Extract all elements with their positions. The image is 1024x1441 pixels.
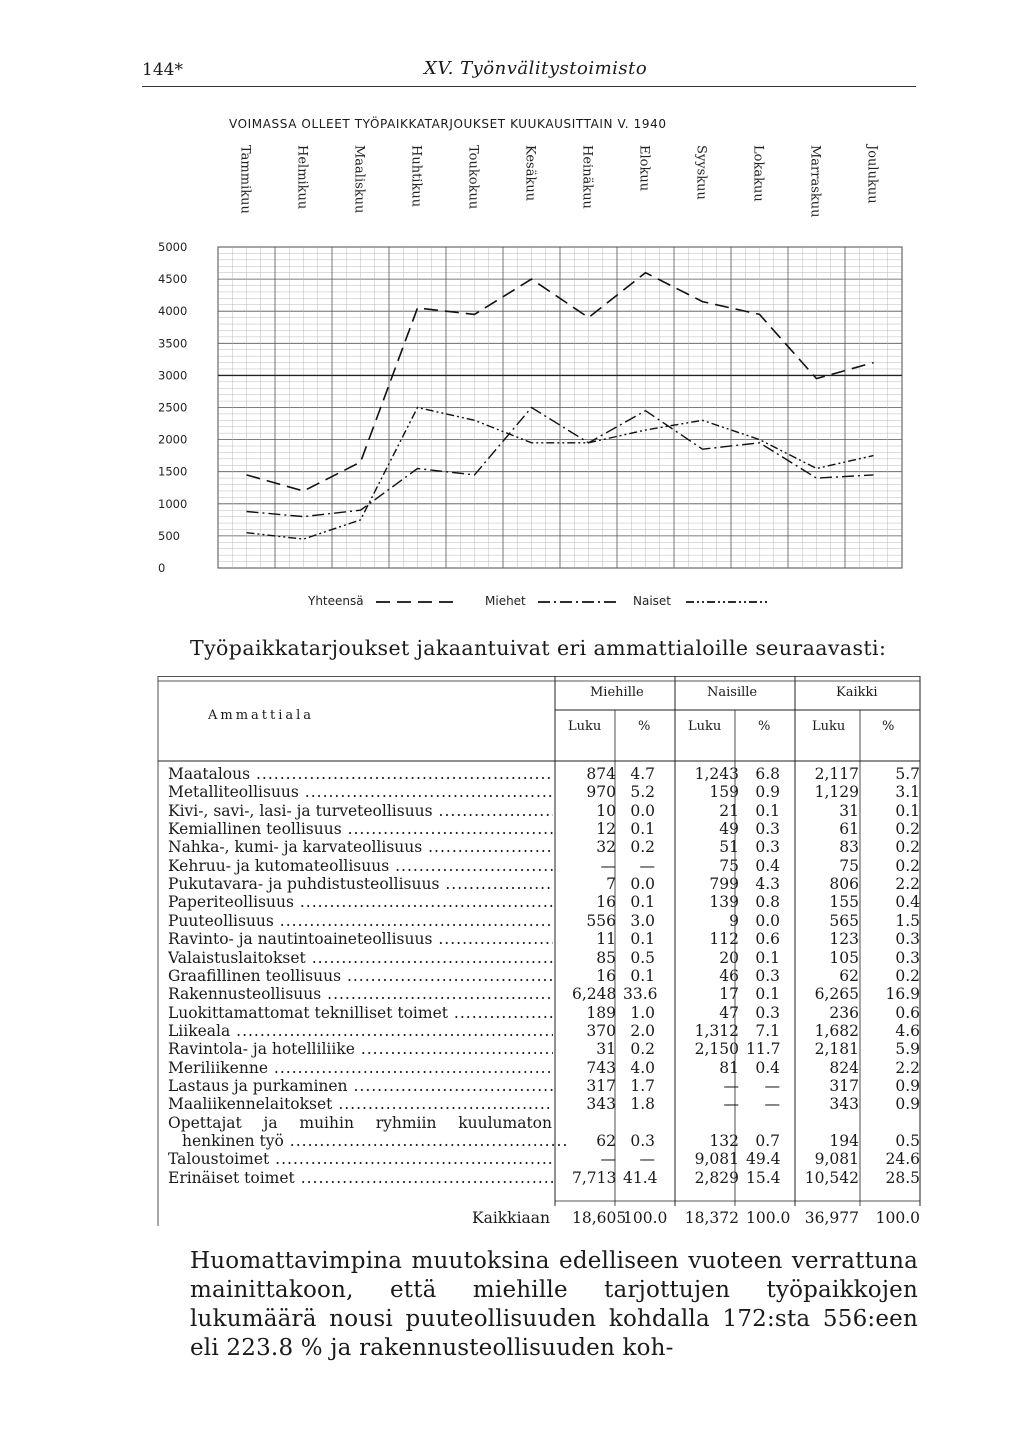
- y-tick-label: 3500: [158, 336, 188, 351]
- cell-men-pct: 0.2: [630, 1040, 655, 1059]
- cell-men-count: 970: [586, 783, 616, 802]
- cell-all-count: 2,181: [814, 1040, 859, 1059]
- cell-men-count: 62: [596, 1132, 616, 1150]
- cell-all-pct: 0.2: [895, 856, 920, 875]
- y-tick-label: 2500: [158, 400, 188, 415]
- subheader-luku: Luku: [812, 719, 846, 734]
- cell-men-pct: 5.2: [630, 783, 655, 802]
- y-tick-label: 4000: [158, 304, 188, 319]
- month-label: Helmikuu: [294, 145, 310, 210]
- cell-men-count: 874: [586, 765, 616, 783]
- cell-women-pct: 7.1: [755, 1021, 780, 1040]
- cell-all-count: 194: [829, 1132, 859, 1150]
- cell-men-count: 7: [606, 875, 616, 894]
- cell-men-pct: —: [639, 1150, 655, 1169]
- cell-men-count: 317: [586, 1076, 616, 1095]
- cell-all-pct: 5.9: [895, 1040, 920, 1059]
- y-tick-label: 500: [158, 528, 180, 543]
- month-label: Maaliskuu: [351, 145, 367, 214]
- cell-men-count: 6,248: [572, 985, 617, 1004]
- cell-all-pct: 2.2: [895, 875, 920, 894]
- month-label: Toukokuu: [465, 145, 481, 210]
- intro-text: Työpaikkatarjoukset jakaantuivat eri ammattialoille seuraavasti:: [190, 636, 887, 660]
- cell-all-count: 565: [829, 911, 859, 930]
- cell-men-pct: 41.4: [623, 1168, 658, 1187]
- group-header-miehille: Miehille: [590, 685, 644, 700]
- cell-women-pct: 0.9: [755, 783, 780, 802]
- cell-men-pct: 0.1: [630, 930, 655, 949]
- month-label: Tammikuu: [237, 145, 253, 214]
- cell-men-count: 32: [596, 838, 616, 857]
- month-label: Joulukuu: [864, 145, 880, 204]
- cell-men-count: 16: [596, 966, 616, 985]
- row-label: Kivi-, savi-, lasi- ja turveteollisuus .....: [168, 802, 553, 821]
- row-label: Graafillinen teollisuus .....: [168, 967, 553, 986]
- cell-all-pct: 0.2: [895, 966, 920, 985]
- cell-all-count: 806: [829, 875, 859, 894]
- row-label: Nahka-, kumi- ja karvateollisuus .....: [168, 838, 553, 857]
- row-label: Lastaus ja purkaminen .....: [168, 1077, 553, 1096]
- cell-all-count: 317: [829, 1076, 859, 1095]
- cell-women-count: 159: [709, 783, 739, 802]
- legend-label: Yhteensä: [308, 594, 364, 608]
- total-women-pct: 100.0: [746, 1209, 791, 1227]
- cell-men-pct: 0.1: [630, 893, 655, 912]
- cell-all-count: 75: [839, 856, 859, 875]
- y-tick-label: 4500: [158, 272, 188, 287]
- cell-women-count: 139: [709, 893, 739, 912]
- cell-men-pct: —: [639, 856, 655, 875]
- row-label: Paperiteollisuus .....: [168, 893, 553, 912]
- table-row: [168, 967, 928, 986]
- cell-all-pct: 0.3: [895, 930, 920, 949]
- table-row: [168, 1040, 928, 1059]
- cell-men-count: 31: [596, 1040, 616, 1059]
- row-label: Maaliikennelaitokset .....: [168, 1095, 553, 1114]
- row-label: Taloustoimet .....: [168, 1150, 553, 1169]
- cell-women-pct: 4.3: [755, 875, 780, 894]
- cell-all-pct: 1.5: [895, 911, 920, 930]
- chart-grid: [218, 247, 902, 568]
- cell-men-count: 10: [596, 801, 616, 820]
- table-row: [168, 857, 928, 876]
- row-label: Puuteollisuus .....: [168, 912, 553, 931]
- cell-women-count: 17: [719, 985, 739, 1004]
- cell-men-pct: 0.1: [630, 966, 655, 985]
- cell-all-count: 61: [839, 820, 859, 839]
- cell-women-pct: 0.3: [755, 838, 780, 857]
- cell-men-pct: 0.0: [630, 801, 655, 820]
- cell-women-count: 799: [709, 875, 739, 894]
- cell-women-count: 132: [709, 1132, 739, 1150]
- cell-all-pct: 0.1: [895, 801, 920, 820]
- cell-all-pct: 5.7: [895, 765, 920, 783]
- cell-all-count: 236: [829, 1003, 859, 1022]
- cell-women-pct: 0.6: [755, 930, 780, 949]
- subheader-luku: Luku: [688, 719, 722, 734]
- cell-women-count: 21: [719, 801, 739, 820]
- subheader-luku: Luku: [568, 719, 602, 734]
- cell-men-count: 11: [596, 930, 616, 949]
- chart-legend: [307, 594, 768, 608]
- legend-label: Naiset: [633, 594, 672, 608]
- row-label: Erinäiset toimet .....: [168, 1169, 553, 1188]
- table-row: [168, 1022, 928, 1041]
- group-header-naisille: Naisille: [707, 685, 758, 700]
- cell-women-count: 1,243: [694, 765, 739, 783]
- cell-women-count: 81: [719, 1058, 739, 1077]
- table-row: [168, 1095, 928, 1114]
- cell-women-pct: 0.3: [755, 966, 780, 985]
- cell-women-pct: 0.1: [755, 985, 780, 1004]
- cell-all-count: 2,117: [814, 765, 859, 783]
- cell-all-count: 123: [829, 930, 859, 949]
- cell-all-pct: 0.3: [895, 948, 920, 967]
- table-row: [168, 1150, 928, 1169]
- cell-men-count: 370: [586, 1021, 616, 1040]
- cell-all-pct: 0.9: [895, 1095, 920, 1114]
- table-row: [168, 1059, 928, 1078]
- cell-men-pct: 2.0: [630, 1021, 655, 1040]
- cell-women-count: 46: [719, 966, 739, 985]
- cell-all-count: 1,682: [814, 1021, 859, 1040]
- cell-women-pct: —: [764, 1076, 780, 1095]
- section-title: XV. Työnvälitystoimisto: [424, 58, 648, 79]
- cell-all-count: 105: [829, 948, 859, 967]
- cell-women-count: 20: [719, 948, 739, 967]
- row-label: Metalliteollisuus .....: [168, 783, 553, 802]
- cell-women-count: 51: [719, 838, 739, 857]
- cell-women-pct: 0.8: [755, 893, 780, 912]
- cell-all-count: 343: [829, 1095, 859, 1114]
- cell-men-pct: 0.5: [630, 948, 655, 967]
- line-chart: [150, 135, 920, 615]
- group-header-kaikki: Kaikki: [836, 685, 878, 700]
- cell-all-pct: 28.5: [885, 1168, 920, 1187]
- y-tick-label: 0: [158, 561, 166, 575]
- row-label: Pukutavara- ja puhdistusteollisuus .....: [168, 875, 553, 894]
- cell-men-pct: 1.7: [630, 1076, 655, 1095]
- row-label: Kemiallinen teollisuus .....: [168, 820, 553, 839]
- cell-men-count: —: [600, 1150, 616, 1169]
- cell-women-count: 49: [719, 820, 739, 839]
- cell-women-pct: 6.8: [755, 765, 780, 783]
- cell-women-pct: 0.7: [755, 1132, 780, 1150]
- table-row: [168, 1077, 928, 1096]
- table-row: [168, 930, 928, 949]
- cell-men-count: 16: [596, 893, 616, 912]
- cell-men-pct: 0.3: [630, 1132, 655, 1150]
- cell-men-count: 7,713: [572, 1168, 617, 1187]
- cell-women-pct: 0.1: [755, 948, 780, 967]
- cell-women-count: 9: [729, 911, 739, 930]
- cell-all-count: 31: [839, 801, 859, 820]
- month-label: Elokuu: [636, 145, 652, 192]
- cell-men-pct: 4.7: [630, 765, 655, 783]
- month-label: Huhtikuu: [408, 145, 424, 208]
- table-row: [168, 783, 928, 802]
- table-row: [168, 985, 928, 1004]
- y-tick-label: 1500: [158, 464, 188, 479]
- cell-men-count: —: [600, 856, 616, 875]
- cell-all-count: 83: [839, 838, 859, 857]
- cell-women-count: —: [723, 1076, 739, 1095]
- total-row: [168, 1209, 928, 1228]
- cell-women-count: 47: [719, 1003, 739, 1022]
- cell-women-pct: 0.1: [755, 801, 780, 820]
- cell-all-count: 824: [829, 1058, 859, 1077]
- table-row: [168, 875, 928, 894]
- row-label: Liikeala .....: [168, 1022, 553, 1041]
- total-label: Kaikkiaan: [472, 1209, 550, 1227]
- cell-men-pct: 0.1: [630, 820, 655, 839]
- cell-women-count: 112: [709, 930, 739, 949]
- cell-men-count: 743: [586, 1058, 616, 1077]
- cell-all-pct: 4.6: [895, 1021, 920, 1040]
- total-all-count: 36,977: [804, 1209, 859, 1227]
- chart-title: VOIMASSA OLLEET TYÖPAIKKATARJOUKSET KUUKAUSITTAIN V. 1940: [229, 117, 667, 131]
- subheader-percent: %: [638, 719, 651, 734]
- cell-all-count: 155: [829, 893, 859, 912]
- y-tick-label: 2000: [158, 432, 188, 447]
- cell-men-pct: 33.6: [623, 985, 658, 1004]
- cell-women-count: 2,829: [694, 1168, 739, 1187]
- row-label: Meriliikenne .....: [168, 1059, 553, 1078]
- cell-men-count: 556: [586, 911, 616, 930]
- cell-all-count: 10,542: [804, 1168, 859, 1187]
- month-label: Lokakuu: [750, 145, 766, 202]
- cell-women-pct: 0.3: [755, 820, 780, 839]
- cell-all-pct: 0.4: [895, 893, 920, 912]
- month-label: Syyskuu: [693, 145, 709, 200]
- table-row: [168, 1132, 928, 1151]
- row-label: Valaistuslaitokset .....: [168, 949, 553, 968]
- header-rule: [142, 86, 916, 87]
- y-axis-labels: [158, 240, 187, 575]
- cell-men-count: 343: [586, 1095, 616, 1114]
- y-tick-label: 5000: [158, 240, 188, 254]
- body-paragraph: Huomattavimpina muutoksina edelliseen vuoteen verrattuna mainittakoon, että miehille tarjottujen työpaikkojen lukumäärä nousi puuteollisuuden kohdalla 172:sta 556:een eli 223.8 % ja rakennusteollisuuden koh-: [190, 1248, 918, 1361]
- table-row: [168, 1169, 928, 1188]
- total-women-count: 18,372: [684, 1209, 739, 1227]
- cell-men-pct: 1.8: [630, 1095, 655, 1114]
- cell-all-count: 62: [839, 966, 859, 985]
- cell-all-pct: 0.5: [895, 1132, 920, 1150]
- cell-women-pct: 49.4: [746, 1150, 781, 1169]
- cell-all-count: 6,265: [814, 985, 859, 1004]
- cell-men-pct: 4.0: [630, 1058, 655, 1077]
- cell-women-pct: —: [764, 1095, 780, 1114]
- total-men-pct: 100.0: [623, 1209, 668, 1227]
- table-row: [168, 1004, 928, 1023]
- cell-men-pct: 0.2: [630, 838, 655, 857]
- row-label: Kehruu- ja kutomateollisuus .....: [168, 857, 553, 876]
- cell-women-count: 9,081: [694, 1150, 739, 1169]
- cell-all-pct: 3.1: [895, 783, 920, 802]
- cell-men-pct: 0.0: [630, 875, 655, 894]
- row-label: Ravintola- ja hotelliliike .....: [168, 1040, 553, 1059]
- cell-women-pct: 0.0: [755, 911, 780, 930]
- month-label: Marraskuu: [807, 145, 823, 218]
- row-label: Luokittamattomat teknilliset toimet .....: [168, 1004, 553, 1023]
- cell-all-count: 1,129: [814, 783, 859, 802]
- cell-men-pct: 1.0: [630, 1003, 655, 1022]
- y-tick-label: 3000: [158, 368, 188, 383]
- table-row: [168, 893, 928, 912]
- cell-all-pct: 0.9: [895, 1076, 920, 1095]
- cell-men-pct: 3.0: [630, 911, 655, 930]
- cell-all-pct: 2.2: [895, 1058, 920, 1077]
- cell-women-pct: 0.3: [755, 1003, 780, 1022]
- table-row: [168, 912, 928, 931]
- cell-men-count: 85: [596, 948, 616, 967]
- cell-all-pct: 0.2: [895, 820, 920, 839]
- cell-women-pct: 0.4: [755, 1058, 780, 1077]
- row-label: Rakennusteollisuus .....: [168, 985, 553, 1004]
- cell-all-pct: 16.9: [885, 985, 920, 1004]
- table-row: [168, 820, 928, 839]
- cell-all-pct: 0.6: [895, 1003, 920, 1022]
- table-row: [168, 802, 928, 821]
- y-tick-label: 1000: [158, 496, 188, 511]
- month-label: Kesäkuu: [522, 145, 538, 202]
- row-label: henkinen työ .....: [168, 1132, 567, 1151]
- total-all-pct: 100.0: [875, 1209, 920, 1227]
- cell-women-pct: 11.7: [746, 1040, 781, 1059]
- month-labels: [238, 143, 880, 218]
- table-row: [168, 949, 928, 968]
- page-number: 144*: [142, 60, 183, 80]
- row-label: Maatalous .....: [168, 765, 553, 784]
- total-men-count: 18,605: [572, 1209, 627, 1227]
- cell-women-count: 1,312: [694, 1021, 739, 1040]
- cell-all-pct: 24.6: [885, 1150, 920, 1169]
- legend-label: Miehet: [485, 594, 526, 608]
- table-row: [168, 838, 928, 857]
- cell-men-count: 12: [596, 820, 616, 839]
- cell-women-count: —: [723, 1095, 739, 1114]
- cell-women-count: 2,150: [694, 1040, 739, 1059]
- subheader-percent: %: [882, 719, 895, 734]
- cell-women-count: 75: [719, 856, 739, 875]
- cell-women-pct: 15.4: [746, 1168, 781, 1187]
- row-label: Ravinto- ja nautintoaineteollisuus .....: [168, 930, 553, 949]
- row-label: Opettajat ja muihin ryhmiin kuulumaton: [168, 1113, 552, 1132]
- cell-women-pct: 0.4: [755, 856, 780, 875]
- subheader-percent: %: [758, 719, 771, 734]
- cell-all-count: 9,081: [814, 1150, 859, 1169]
- table-row-wrap: [168, 1114, 928, 1133]
- cell-men-count: 189: [586, 1003, 616, 1022]
- month-label: Heinäkuu: [579, 145, 595, 209]
- cell-all-pct: 0.2: [895, 838, 920, 857]
- column-header-ammattiala: Ammattiala: [208, 708, 315, 723]
- table-row: [168, 765, 928, 784]
